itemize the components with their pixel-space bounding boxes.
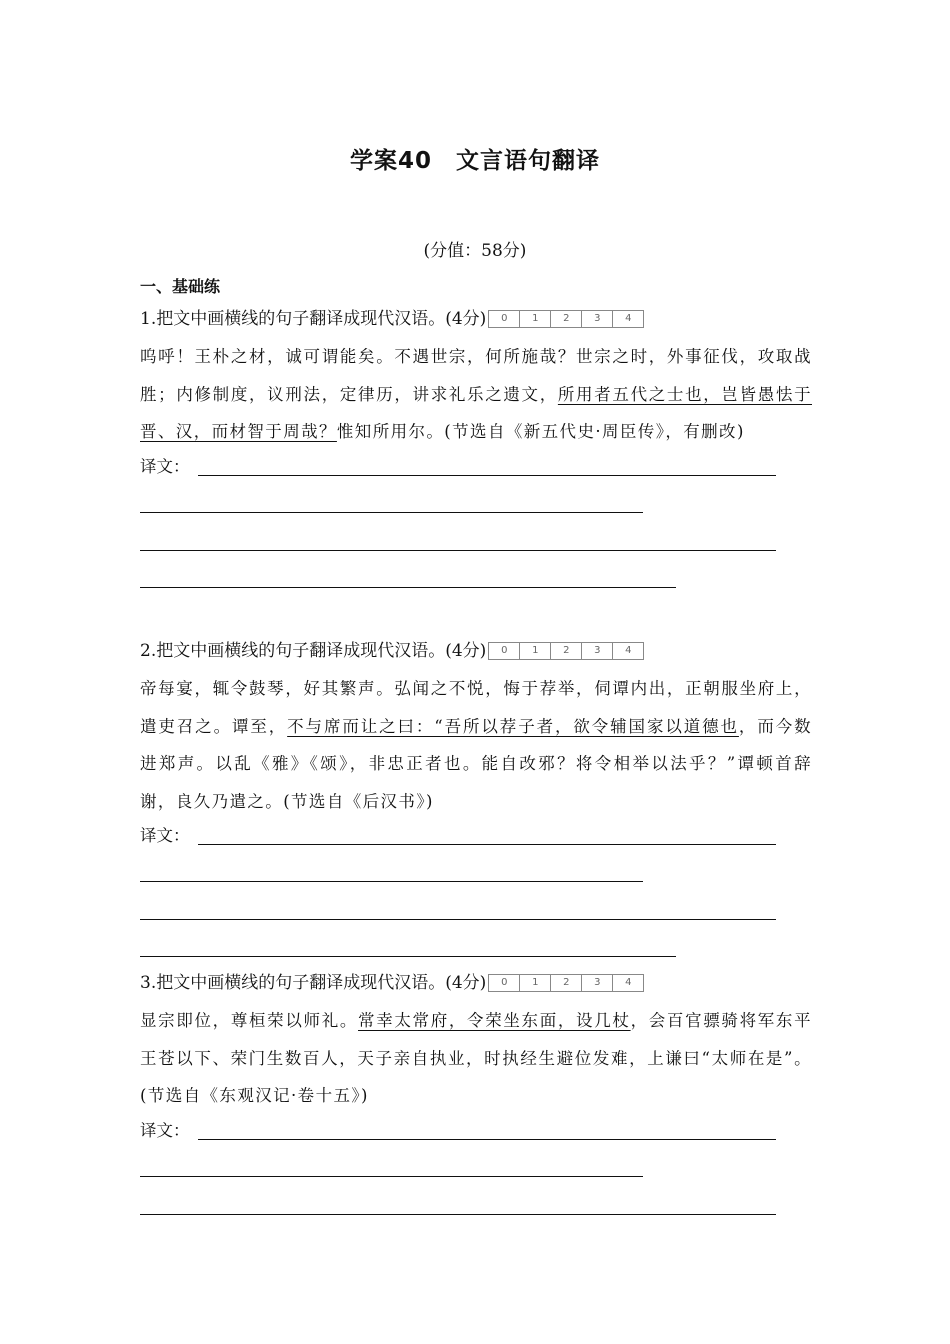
underlined-sentence: 常幸太常府，令荣坐东面，设几杖 xyxy=(358,1011,631,1030)
passage-text: 呜呼！王朴之材，诚可谓能矣。不遇世宗，何所施哉？世宗之时，外事征伐，攻取战胜；内修制度，议刑法，定律历，讲求礼乐之遗文，所用者五代之士也，岂皆愚怯于晋、汉，而材智于周哉？惟知所用尔。(节选自《新五代史·周臣传》，有删改) xyxy=(140,347,812,441)
answer-line[interactable] xyxy=(198,475,776,476)
score-option[interactable]: 1 xyxy=(520,311,551,327)
answer-line[interactable] xyxy=(140,956,676,957)
question-prompt: 2.把文中画横线的句子翻译成现代汉语。(4分) xyxy=(140,641,487,661)
question-prompt: 3.把文中画横线的句子翻译成现代汉语。(4分) xyxy=(140,973,487,993)
answer-line[interactable] xyxy=(140,587,676,588)
score-option[interactable]: 1 xyxy=(520,975,551,991)
score-box[interactable] xyxy=(488,642,644,660)
score-option[interactable]: 3 xyxy=(582,643,613,659)
passage-text: 帝每宴，辄令鼓琴，好其繁声。弘闻之不悦，悔于荐举，伺谭内出，正朝服坐府上，遣吏召之。谭至，不与席而让之曰：“吾所以荐子者，欲令辅国家以道德也，而今数进郑声。以乱《雅》《颂》，非忠正者也。能自改邪？将令相举以法乎？”谭顿首辞谢，良久乃遣之。(节选自《后汉书》) xyxy=(140,679,813,811)
score-option[interactable]: 4 xyxy=(625,645,632,656)
score-option[interactable]: 2 xyxy=(551,311,582,327)
answer-line[interactable] xyxy=(140,881,643,882)
score-box[interactable] xyxy=(488,974,644,992)
score-option[interactable]: 2 xyxy=(551,643,582,659)
answer-area[interactable] xyxy=(140,451,812,601)
passage-text: 显宗即位，尊桓荣以师礼。常幸太常府，令荣坐东面，设几杖，会百官骠骑将军东平王苍以下、荣门生数百人，天子亲自执业，时执经生避位发难，上谦曰“太师在是”。(节选自《东观汉记·卷十五》) xyxy=(140,1011,813,1105)
answer-line[interactable] xyxy=(198,1139,776,1140)
answer-line[interactable] xyxy=(140,919,776,920)
question-3 xyxy=(140,970,812,1225)
answer-line[interactable] xyxy=(198,844,776,845)
answer-line[interactable] xyxy=(140,1176,643,1177)
question-2 xyxy=(140,638,812,970)
underlined-sentence: 不与席而让之曰：“吾所以荐子者，欲令辅国家以道德也 xyxy=(287,716,739,736)
section-heading: 一、基础练 xyxy=(140,277,221,296)
answer-label: 译文： xyxy=(140,456,190,476)
score-option[interactable]: 2 xyxy=(551,975,582,991)
question-1 xyxy=(140,306,812,601)
score-option[interactable]: 4 xyxy=(625,313,632,324)
score-option[interactable]: 0 xyxy=(489,975,520,991)
page-title: 学案40 文言语句翻译 xyxy=(349,148,600,174)
answer-label: 译文： xyxy=(140,1120,190,1140)
answer-label: 译文： xyxy=(140,826,190,845)
score-option[interactable]: 0 xyxy=(489,311,520,327)
score-option[interactable]: 3 xyxy=(582,311,613,327)
question-prompt: 1.把文中画横线的句子翻译成现代汉语。(4分) xyxy=(140,309,487,329)
answer-line[interactable] xyxy=(140,512,643,513)
score-option[interactable]: 4 xyxy=(625,977,632,988)
answer-line[interactable] xyxy=(140,1214,776,1215)
answer-line[interactable] xyxy=(140,550,776,551)
score-option[interactable]: 0 xyxy=(489,643,520,659)
score-note: (分值：58分) xyxy=(423,241,527,261)
answer-area[interactable] xyxy=(140,820,812,970)
underlined-sentence: 所用者五代之士也，岂皆愚怯于晋、汉，而材智于周哉？ xyxy=(140,384,812,441)
answer-area[interactable] xyxy=(140,1115,812,1225)
score-option[interactable]: 3 xyxy=(582,975,613,991)
score-option[interactable]: 1 xyxy=(520,643,551,659)
score-box[interactable] xyxy=(488,310,644,328)
